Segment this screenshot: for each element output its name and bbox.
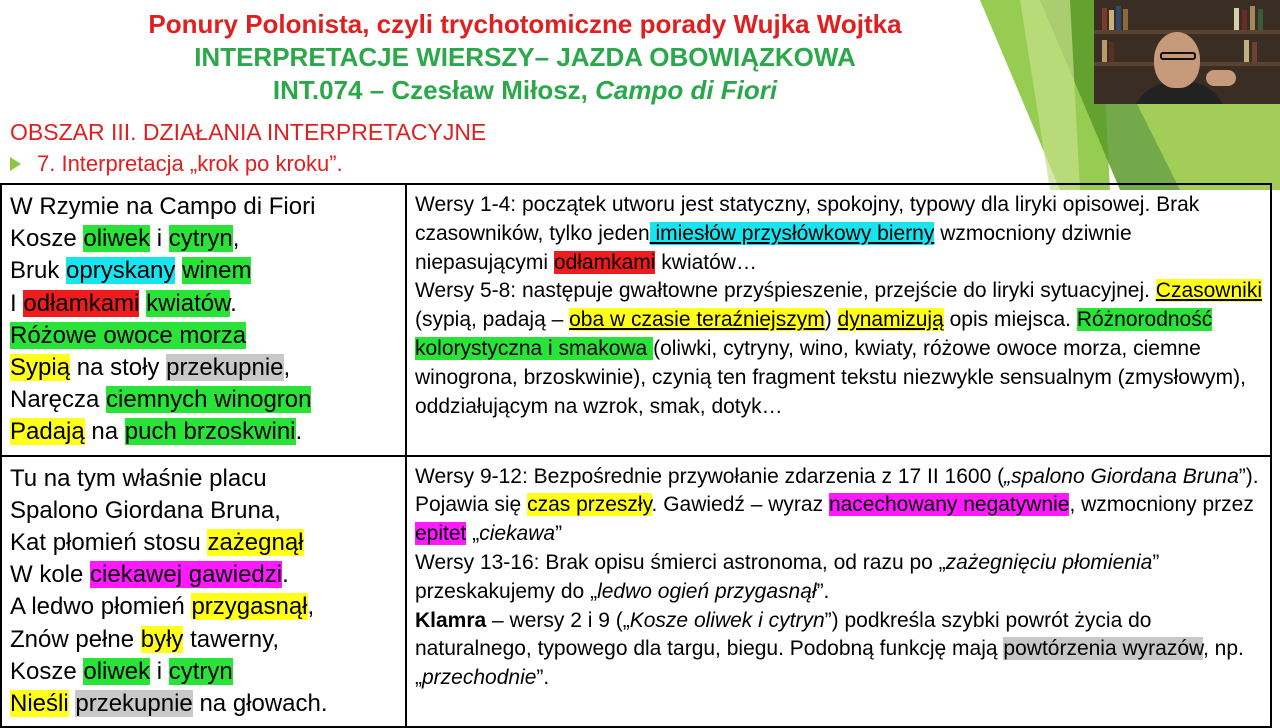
step-heading: 7. Interpretacja „krok po kroku”. [10,150,343,178]
poem-stanza-2: Tu na tym właśnie placu Spalono Giordana Bruna, Kat płomień stosu zażegnął W kole ciekawej gawiedzi. A ledwo płomień przygasnął, Znów pełne były tawerny, Kosze oliwek i cytryn Nieśli przekupnie na głowach. [1,456,406,728]
commentary-stanza-2: Wersy 9-12: Bezpośrednie przywołanie zdarzenia z 17 II 1600 („spalono Giordana Bruna”). Pojawia się czas przeszły. Gawiedź – wyraz nacechowany negatywnie, wzmocniony przez epitet „ciekawa” Wersy 13-16: Brak opisu śmierci astronoma, od razu po „zażegnięciu płomienia” przeskakujemy do „ledwo ogień przygasnął”. Klamra – wersy 2 i 9 („Kosze oliwek i cytryn”) podkreśla szybki powrót życia do naturalnego, typowego dla targu, biegu. Podobną funkcję mają powtórzenia wyrazów, np. „przechodnie”. [406,456,1271,728]
commentary-stanza-1: Wersy 1-4: początek utworu jest statyczny, spokojny, typowy dla liryki opisowej. Brak czasowników, tylko jeden imiesłów przysłówkowy bierny wzmocniony dziwnie niepasującymi odłamkami kwiatów… Wersy 5-8: następuje gwałtowne przyśpieszenie, przejście do liryki sytuacyjnej. Czasowniki (sypią, padają – oba w czasie teraźniejszym) dynamizują opis miejsca. Różnorodność kolorystyczna i smakowa (oliwki, cytryny, wino, kwiaty, różowe owoce morza, ciemne winogrona, brzoskwinie), czynią ten fragment tekstu niezwykle sensualnym (zmysłowym), oddziałującym na wzrok, smak, dotyk… [406,184,1271,456]
presenter-webcam [1094,0,1280,104]
slide-title-block [0,8,1050,107]
table-row [1,184,1271,456]
bullet-triangle-icon [10,157,21,171]
series-title: INTERPRETACJE WIERSZY– JAZDA OBOWIĄZKOWA [194,42,856,72]
interpretation-table [0,183,1272,728]
table-row [1,456,1271,728]
episode-title: INT.074 – Czesław Miłosz, Campo di Fiori [272,75,778,105]
channel-title: Ponury Polonista, czyli trychotomiczne porady Wujka Wojtka [148,9,902,39]
area-heading: OBSZAR III. DZIAŁANIA INTERPRETACYJNE [10,119,487,145]
poem-stanza-1: W Rzymie na Campo di Fiori Kosze oliwek i cytryn, Bruk opryskany winem I odłamkami kwiatów. Różowe owoce morza Sypią na stoły przekupnie, Naręcza ciemnych winogron Padają na puch brzoskwini. [1,184,406,456]
